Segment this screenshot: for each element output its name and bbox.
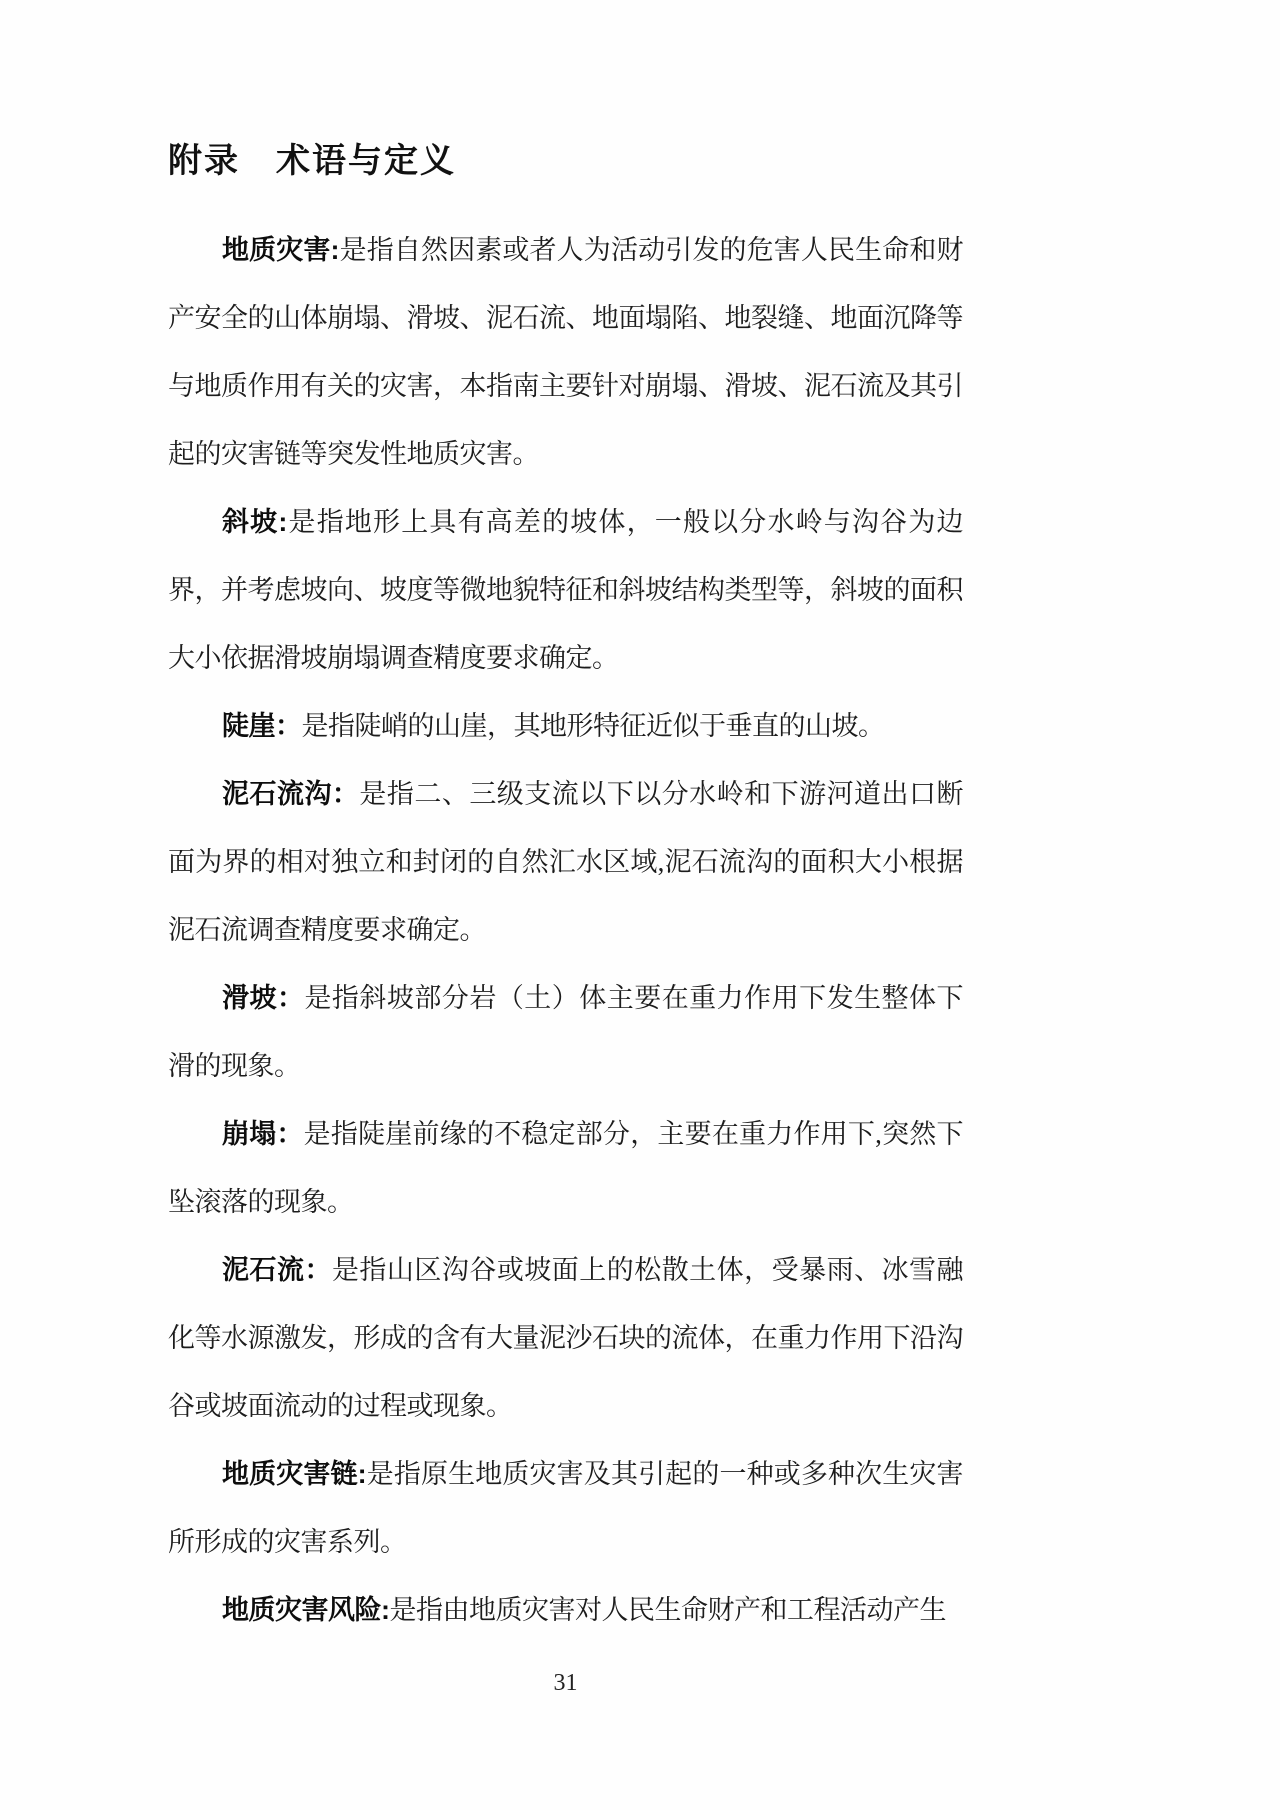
definition-paragraph	[168, 1440, 963, 1576]
term-definition: 是指二、三级支流以下以分水岭和下游河道出口断面为界的相对独立和封闭的自然汇水区域,泥石流沟的面积大小根据泥石流调查精度要求确定。	[168, 779, 964, 945]
definition-paragraph	[168, 692, 963, 760]
definition-paragraph	[168, 488, 963, 692]
definition-paragraph	[168, 760, 963, 964]
page-number: 31	[553, 1670, 578, 1696]
term-label: 地质灾害:	[222, 235, 340, 265]
term-definition: 是指自然因素或者人为活动引发的危害人民生命和财产安全的山体崩塌、滑坡、泥石流、地面塌陷、地裂缝、地面沉降等与地质作用有关的灾害，本指南主要针对崩塌、滑坡、泥石流及其引起的灾害链等突发性地质灾害。	[168, 235, 963, 469]
term-label: 陡崖：	[222, 711, 302, 741]
definitions-section	[168, 216, 963, 1644]
term-label: 泥石流沟：	[222, 779, 360, 809]
definition-paragraph	[168, 1576, 963, 1644]
term-label: 斜坡:	[222, 507, 287, 537]
term-definition: 是指由地质灾害对人民生命财产和工程活动产生	[389, 1595, 946, 1625]
definition-paragraph	[168, 964, 963, 1100]
term-label: 地质灾害链:	[222, 1459, 367, 1489]
term-definition: 是指地形上具有高差的坡体，一般以分水岭与沟谷为边界，并考虑坡向、坡度等微地貌特征和斜坡结构类型等，斜坡的面积大小依据滑坡崩塌调查精度要求确定。	[168, 507, 963, 673]
term-definition: 是指原生地质灾害及其引起的一种或多种次生灾害所形成的灾害系列。	[168, 1459, 963, 1557]
term-label: 滑坡：	[222, 983, 305, 1013]
page-title: 附录 术语与定义	[168, 142, 456, 180]
definition-paragraph	[168, 1236, 963, 1440]
term-definition: 是指斜坡部分岩（土）体主要在重力作用下发生整体下滑的现象。	[168, 983, 964, 1081]
term-label: 地质灾害风险:	[222, 1595, 390, 1625]
term-definition: 是指山区沟谷或坡面上的松散土体，受暴雨、冰雪融化等水源激发，形成的含有大量泥沙石块的流体，在重力作用下沿沟谷或坡面流动的过程或现象。	[168, 1255, 964, 1421]
term-label: 崩塌：	[222, 1119, 304, 1149]
definition-paragraph	[168, 216, 963, 488]
term-label: 泥石流：	[222, 1255, 332, 1285]
term-definition: 是指陡崖前缘的不稳定部分，主要在重力作用下,突然下坠滚落的现象。	[168, 1119, 964, 1217]
term-definition: 是指陡峭的山崖，其地形特征近似于垂直的山坡。	[301, 711, 885, 741]
definition-paragraph	[168, 1100, 963, 1236]
